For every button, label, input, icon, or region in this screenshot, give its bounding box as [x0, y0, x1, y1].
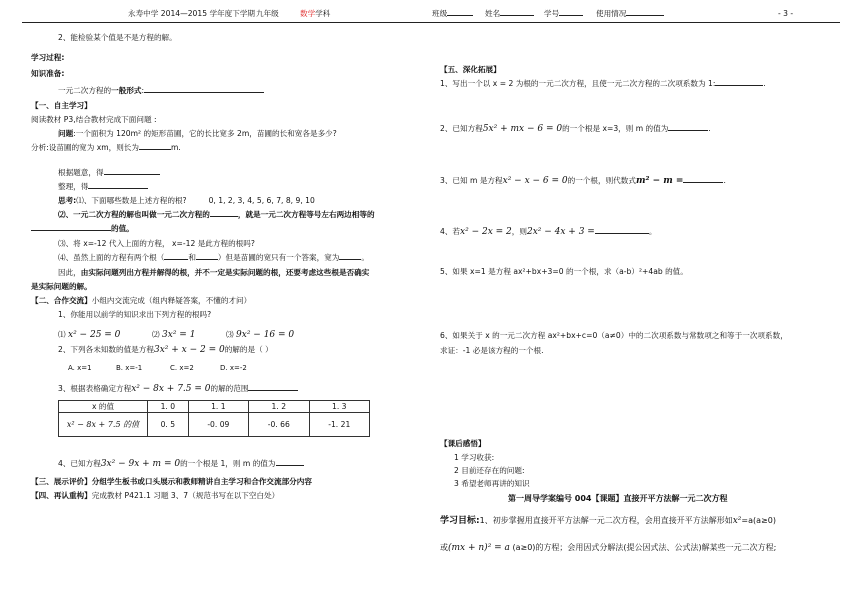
goal-text-d: (a≥0)的方程；会用因式分解法(提公因式法、公式法)解某些一元二次方程;	[512, 543, 777, 552]
header-grade: 九年级	[256, 9, 279, 18]
usage-blank[interactable]	[626, 14, 664, 16]
coop-q4-formula: 3x² − 9x + m = 0	[100, 459, 181, 469]
deepen-q2: 2、已知方程5x² + mx − 6 = 0的一个根是 x=3，则 m 的值为 .	[440, 124, 711, 134]
general-form-label: 一元二次方程的一般形式:	[58, 86, 145, 95]
problem	[58, 130, 337, 139]
goal-formula: x²	[732, 516, 742, 526]
think-3: ⑶、将 x=-12 代入上面的方程， x=-12 是此方程的根吗?	[58, 239, 255, 248]
table-head-cell: x 的值	[59, 401, 148, 413]
header-class	[432, 10, 473, 19]
after-item-2: 2 目前还存在的问题:	[454, 466, 525, 475]
option-d[interactable]: D. x=-2	[220, 364, 247, 372]
deepen-q4-formula-2: 2x² − 4x + 3 =	[526, 227, 595, 237]
section-after: 【课后感悟】	[440, 439, 486, 448]
analysis	[31, 144, 181, 153]
deepen-q2-text-b: 的一个根是 x=3，则 m 的值为	[562, 124, 669, 133]
goal-text-a: 1、初步掌握用直接开平方法解一元二次方程，会用直接开平方法解形如	[479, 516, 733, 525]
learning-goal	[440, 516, 776, 526]
coop-q2-text-a: 2、下列各未知数的值是方程	[58, 345, 154, 354]
deepen-q3-blank[interactable]	[683, 181, 723, 183]
deepen-q1-text: 1、写出一个以 x = 2 为根的一元二次方程，且使一元二次方程的二次项系数为 1:	[440, 79, 716, 88]
deepen-q1: 1、写出一个以 x = 2 为根的一元二次方程，且使一元二次方程的二次项系数为 1: .	[440, 79, 766, 88]
reconstruct-text: 完成教材 P421.1 习题 3、7（规范书写在以下空白处）	[91, 491, 280, 500]
table-head-cell: 1. 1	[188, 401, 248, 413]
think-1-numbers: 0, 1, 2, 3, 4, 5, 6, 7, 8, 9, 10	[208, 196, 315, 205]
learning-process: 学习过程:	[31, 53, 65, 62]
section-coop	[31, 297, 251, 306]
deepen-q2-text-a: 2、已知方程	[440, 124, 483, 133]
deepen-q3: 3、已知 m 是方程x² − x − 6 = 0的一个根，则代数式m² − m = .	[440, 176, 726, 186]
think-4-blank-3[interactable]	[339, 258, 361, 260]
think-1	[58, 197, 315, 206]
header-rule	[22, 22, 840, 23]
number-label: 学号	[544, 9, 560, 18]
think-4-text-a: ⑷、虽然上面的方程有两个根（	[58, 253, 165, 262]
header-name	[485, 10, 534, 19]
name-blank[interactable]	[500, 14, 534, 16]
think-4-blank-2[interactable]	[196, 258, 218, 260]
eq-1	[58, 330, 120, 340]
coop-q1: 1、你能用以前学的知识求出下列方程的根吗?	[58, 310, 212, 319]
think-label: 思考:	[58, 196, 77, 205]
think-4-text-b: ）但是苗圃的宽只有一个答案，宽为	[217, 253, 340, 262]
eq-3-number: ⑶	[226, 330, 234, 339]
header-school: 永寿中学 2014—2015 学年度下学期	[128, 9, 256, 18]
header-subject-name: 数学	[300, 9, 316, 18]
deepen-q1-blank[interactable]	[715, 84, 763, 86]
value-table	[58, 400, 370, 437]
deepen-q3-text-b: 的一个根，则代数式	[567, 176, 636, 185]
eq-2-number: ⑵	[152, 330, 160, 339]
by-title-text: 根据题意，得	[58, 168, 104, 177]
table-row	[59, 401, 370, 413]
coop-note: 小组内交流完成（组内释疑答案，不懂的才问）	[91, 296, 252, 305]
think-2-blank-2[interactable]	[31, 229, 111, 231]
eq-2	[152, 330, 195, 340]
deepen-q3-text-a: 3、已知 m 是方程	[440, 176, 503, 185]
after-item-1: 1 学习收获:	[454, 453, 495, 462]
number-blank[interactable]	[559, 14, 583, 16]
coop-q3-blank[interactable]	[248, 389, 298, 391]
deepen-q4-blank[interactable]	[595, 232, 649, 234]
table-cell: -0. 66	[249, 413, 309, 437]
coop-q4-blank[interactable]	[276, 464, 304, 466]
reconstruct-title: 【四、再认重构】	[31, 491, 92, 500]
think-4: ⑷、虽然上面的方程有两个根（ 和 ）但是苗圃的宽只有一个答案，宽为 。	[58, 253, 369, 262]
eq-3-formula: 9x² − 16 = 0	[236, 330, 295, 340]
class-label: 班级	[432, 9, 448, 18]
arrange-text: 整理，得	[58, 182, 89, 191]
table-cell: -0. 09	[188, 413, 248, 437]
deepen-q5: 5、如果 x=1 是方程 ax²+bx+3=0 的一个根，求（a-b）²+4ab 的值。	[440, 267, 688, 276]
option-a[interactable]: A. x=1	[68, 364, 92, 372]
header-subject	[300, 10, 330, 19]
therefore-plain: 因此，	[58, 268, 81, 277]
after-item-3: 3 希望老师再讲的知识	[454, 479, 530, 488]
coop-q4-text-a: 4、已知方程	[58, 459, 101, 468]
coop-title: 【二、合作交流】	[31, 296, 92, 305]
deepen-q2-blank[interactable]	[668, 129, 708, 131]
general-form	[58, 87, 264, 96]
therefore	[58, 269, 369, 278]
eq-3	[226, 330, 294, 340]
coop-q2-options	[68, 364, 247, 372]
coop-q2-text-b: 的解的是（ ）	[224, 345, 273, 354]
coop-q4	[58, 459, 304, 469]
usage-label: 使用情况	[596, 9, 627, 18]
read-instruction: 阅读教材 P3,结合教材完成下面问题 :	[31, 115, 157, 124]
coop-q4-text-b: 的一个根是 1，则 m 的值为	[180, 459, 276, 468]
header-number	[544, 10, 583, 19]
coop-q3-text-b: 的解的范围	[210, 384, 249, 393]
problem-text: :一个面积为 120m² 的矩形苗圃，它的长比宽多 2m，苗圃的长和宽各是多少?	[73, 129, 337, 138]
coop-q2-formula: 3x² + x − 2 = 0	[153, 345, 225, 355]
coop-q3-formula: x² − 8x + 7.5 = 0	[131, 384, 211, 394]
knowledge-prep: 知识准备:	[31, 69, 65, 78]
table-head-cell: 1. 0	[148, 401, 189, 413]
deepen-q3-formula: x² − x − 6 = 0	[502, 176, 568, 186]
table-head-cell: 1. 3	[309, 401, 369, 413]
deepen-q2-formula: 5x² + mx − 6 = 0	[482, 124, 563, 134]
analysis-unit: m.	[171, 143, 181, 152]
table-cell: -1. 21	[309, 413, 369, 437]
header-usage	[596, 10, 664, 19]
by-title-blank[interactable]	[104, 173, 160, 175]
think-1-text: ⑴、下面哪些数是上述方程的根?	[76, 196, 187, 205]
header-subject-suffix: 学科	[315, 9, 331, 18]
deepen-q4-formula: x² − 2x = 2	[460, 227, 512, 237]
coop-q3	[58, 384, 298, 394]
coop-q3-text-a: 3、根据表格确定方程	[58, 384, 132, 393]
deepen-q6-cont: 求证：-1 必是该方程的一个根.	[440, 346, 544, 355]
goal-label: 学习目标:	[440, 516, 480, 526]
goal-text-c: 或	[440, 543, 448, 552]
think-2	[58, 211, 375, 220]
page-number: - 3 -	[778, 9, 794, 18]
intro-item-2: 2、能检验某个值是不是方程的解。	[58, 33, 177, 42]
eq-1-formula: x² − 25 = 0	[68, 330, 121, 340]
think-2-text-b: ，就是一元二次方程等号左右两边相等的	[237, 210, 375, 219]
learning-goal-cont	[440, 543, 776, 553]
section-show-eval: 【三、展示评价】分组学生板书或口头展示和教师精讲自主学习和合作交流部分内容	[31, 477, 312, 486]
section-reconstruct	[31, 492, 279, 501]
therefore-bold: 由实际问题列出方程并解得的根，并不一定是实际问题的根，还要考虑这些根是否确实	[80, 268, 370, 277]
think-2-blank-1[interactable]	[210, 215, 238, 217]
deepen-q4: 4、若x² − 2x = 2，则2x² − 4x + 3 = 。	[440, 227, 657, 237]
next-lesson-title: 第一周导学案编号 004【课题】直接开平方法解一元二次方程	[508, 494, 728, 503]
name-label: 姓名	[485, 9, 501, 18]
option-b[interactable]: B. x=-1	[116, 364, 143, 372]
class-blank[interactable]	[447, 14, 473, 16]
option-c[interactable]: C. x=2	[170, 364, 194, 372]
think-2-cont	[31, 225, 134, 234]
analysis-blank[interactable]	[139, 148, 171, 150]
think-4-blank-1[interactable]	[164, 258, 188, 260]
section-auto-study: 【一、自主学习】	[31, 101, 92, 110]
section-deepen: 【五、深化拓展】	[440, 65, 501, 74]
table-row	[59, 413, 370, 437]
by-title	[58, 169, 160, 178]
goal-text-b: =a(a≥0)	[741, 516, 776, 525]
table-row-label: x² − 8x + 7.5 的值	[59, 413, 148, 437]
goal-formula-2: (mx + n)² = a	[448, 543, 510, 553]
general-form-blank[interactable]	[144, 91, 264, 93]
think-2-text-a: ⑵、一元二次方程的解也叫做一元二次方程的	[58, 210, 210, 219]
deepen-q6: 6、如果关于 x 的一元二次方程 ax²+bx+c=0（a≠0）中的二次项系数与常数项之和等于一次项系数，	[440, 331, 788, 340]
eq-1-number: ⑴	[58, 330, 66, 339]
problem-label: 问题	[58, 129, 74, 138]
think-4-and: 和	[188, 253, 196, 262]
coop-q2	[58, 345, 273, 355]
arrange	[58, 183, 148, 192]
arrange-blank[interactable]	[88, 187, 148, 189]
deepen-q3-formula-2: m² − m =	[635, 176, 684, 186]
table-head-cell: 1. 2	[249, 401, 309, 413]
table-cell: 0. 5	[148, 413, 189, 437]
analysis-text: 分析:设苗圃的宽为 xm，则长为	[31, 143, 139, 152]
think-2-text-c: 的值。	[111, 224, 134, 233]
therefore-cont: 是实际问题的解。	[31, 282, 92, 291]
deepen-q4-text-a: 4、若	[440, 227, 461, 236]
deepen-q4-text-b: ，则	[511, 227, 527, 236]
eq-2-formula: 3x² = 1	[162, 330, 196, 340]
